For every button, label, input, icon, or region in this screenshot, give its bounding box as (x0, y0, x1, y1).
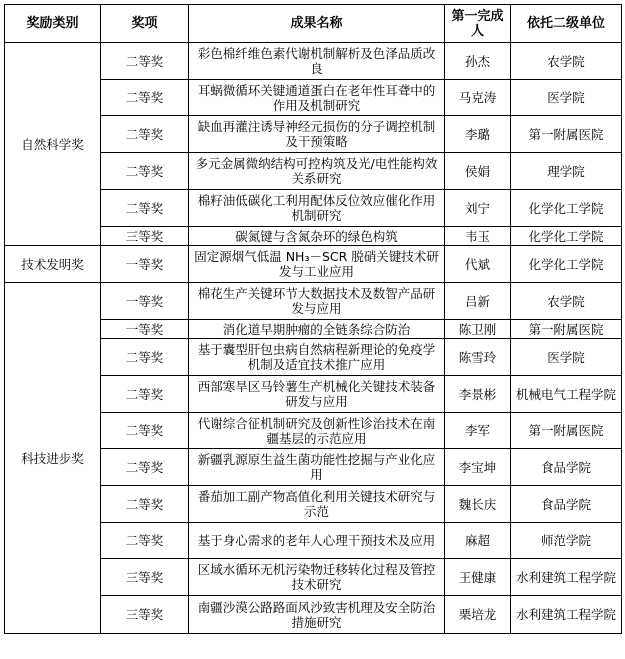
title-cell: 基于身心需求的老年人心理干预技术及应用 (189, 523, 445, 559)
person-cell: 栗培龙 (445, 596, 511, 634)
person-cell: 李璐 (445, 116, 511, 153)
unit-cell: 水利建筑工程学院 (511, 596, 622, 634)
unit-cell: 食品学院 (511, 486, 622, 523)
header-unit: 依托二级单位 (511, 5, 622, 43)
title-cell: 棉籽油低碳化工利用配体反位效应催化作用机制研究 (189, 190, 445, 227)
award-cell: 二等奖 (101, 153, 189, 190)
title-cell: 棉花生产关键环节大数据技术及数智产品研发与应用 (189, 283, 445, 320)
award-cell: 二等奖 (101, 43, 189, 80)
unit-cell: 化学化工学院 (511, 227, 622, 246)
unit-cell: 师范学院 (511, 523, 622, 559)
award-cell: 三等奖 (101, 559, 189, 596)
award-cell: 二等奖 (101, 80, 189, 116)
unit-cell: 化学化工学院 (511, 246, 622, 283)
person-cell: 李宝坤 (445, 449, 511, 486)
award-cell: 二等奖 (101, 413, 189, 449)
person-cell: 魏长庆 (445, 486, 511, 523)
title-cell: 基于囊型肝包虫病自然病程新理论的免疫学机制及适宜技术推广应用 (189, 339, 445, 376)
title-cell: 消化道早期肿瘤的全链条综合防治 (189, 320, 445, 339)
title-cell: 彩色棉纤维色素代谢机制解析及色泽品质改良 (189, 43, 445, 80)
title-cell: 多元金属微纳结构可控构筑及光/电性能构效关系研究 (189, 153, 445, 190)
person-cell: 李景彬 (445, 376, 511, 413)
unit-cell: 第一附属医院 (511, 116, 622, 153)
table-row (5, 43, 622, 80)
header-award: 奖项 (101, 5, 189, 43)
unit-cell: 农学院 (511, 283, 622, 320)
person-cell: 麻超 (445, 523, 511, 559)
title-cell: 缺血再灌注诱导神经元损伤的分子调控机制及干预策略 (189, 116, 445, 153)
unit-cell: 化学化工学院 (511, 190, 622, 227)
header-title: 成果名称 (189, 5, 445, 43)
title-cell: 碳氮键与含氮杂环的绿色构筑 (189, 227, 445, 246)
unit-cell: 理学院 (511, 153, 622, 190)
person-cell: 陈卫刚 (445, 320, 511, 339)
title-cell: 代谢综合征机制研究及创新性诊治技术在南疆基层的示范应用 (189, 413, 445, 449)
award-cell: 二等奖 (101, 376, 189, 413)
award-cell: 二等奖 (101, 190, 189, 227)
award-cell: 三等奖 (101, 596, 189, 634)
unit-cell: 机械电气工程学院 (511, 376, 622, 413)
person-cell: 韦玉 (445, 227, 511, 246)
table-row (5, 283, 622, 320)
title-cell: 固定源烟气低温 NH₃－SCR 脱硝关键技术研发与工业应用 (189, 246, 445, 283)
title-cell: 番茄加工副产物高值化利用关键技术研究与示范 (189, 486, 445, 523)
unit-cell: 农学院 (511, 43, 622, 80)
person-cell: 陈雪玲 (445, 339, 511, 376)
title-cell: 南疆沙漠公路路面风沙致害机理及安全防治措施研究 (189, 596, 445, 634)
category-cell: 自然科学奖 (5, 43, 101, 246)
person-cell: 侯娟 (445, 153, 511, 190)
award-cell: 一等奖 (101, 320, 189, 339)
title-cell: 耳蜗微循环关键通道蛋白在老年性耳聋中的作用及机制研究 (189, 80, 445, 116)
award-cell: 三等奖 (101, 227, 189, 246)
table-row (5, 246, 622, 283)
title-cell: 西部寒旱区马铃薯生产机械化关键技术装备研发与应用 (189, 376, 445, 413)
header-row (5, 5, 622, 43)
award-cell: 二等奖 (101, 486, 189, 523)
person-cell: 李军 (445, 413, 511, 449)
unit-cell: 食品学院 (511, 449, 622, 486)
person-cell: 王健康 (445, 559, 511, 596)
award-cell: 一等奖 (101, 246, 189, 283)
title-cell: 新疆乳源原生益生菌功能性挖掘与产业化应用 (189, 449, 445, 486)
unit-cell: 第一附属医院 (511, 320, 622, 339)
award-cell: 一等奖 (101, 283, 189, 320)
person-cell: 马克涛 (445, 80, 511, 116)
person-cell: 刘宁 (445, 190, 511, 227)
category-cell: 技术发明奖 (5, 246, 101, 283)
award-cell: 二等奖 (101, 116, 189, 153)
unit-cell: 医学院 (511, 339, 622, 376)
category-cell: 科技进步奖 (5, 283, 101, 634)
award-cell: 二等奖 (101, 523, 189, 559)
awards-table (4, 4, 622, 634)
unit-cell: 水利建筑工程学院 (511, 559, 622, 596)
person-cell: 代斌 (445, 246, 511, 283)
person-cell: 孙杰 (445, 43, 511, 80)
person-cell: 吕新 (445, 283, 511, 320)
header-category: 奖励类别 (5, 5, 101, 43)
header-person: 第一完成人 (445, 5, 511, 43)
award-cell: 二等奖 (101, 339, 189, 376)
award-cell: 二等奖 (101, 449, 189, 486)
unit-cell: 医学院 (511, 80, 622, 116)
unit-cell: 第一附属医院 (511, 413, 622, 449)
title-cell: 区域水循环无机污染物迁移转化过程及管控技术研究 (189, 559, 445, 596)
